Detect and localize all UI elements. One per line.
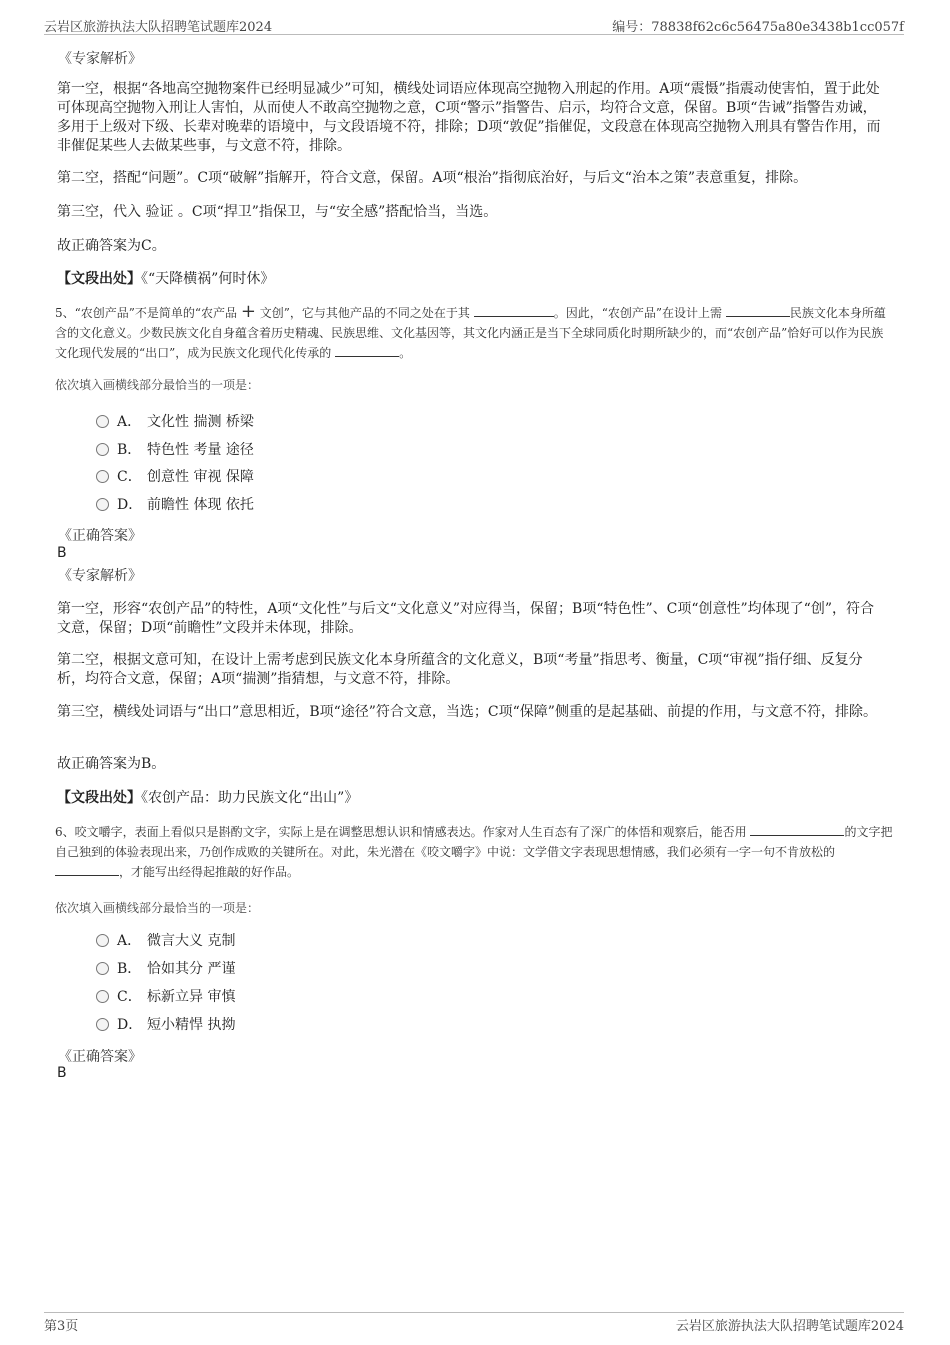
- q4-source-label: 【文段出处】: [57, 271, 141, 287]
- q4-analysis-label: 《专家解析》: [58, 51, 142, 67]
- radio-icon[interactable]: [96, 470, 109, 483]
- q5-source-label: 【文段出处】: [57, 790, 141, 806]
- radio-icon[interactable]: [96, 990, 109, 1003]
- q4-analysis-conclusion: 故正确答案为C。: [57, 238, 166, 254]
- q5-blank-1: [474, 304, 554, 317]
- q5-blank-3: [335, 344, 399, 357]
- header-title: 云岩区旅游执法大队招聘笔试题库2024: [44, 20, 273, 35]
- q4-analysis-p1: 第一空，根据“各地高空抛物案件已经明显减少”可知，横线处词语应体现高空抛物入刑起的作用。A项“震慑”指震动使害怕，置于此处可体现高空抛物入刑让人害怕，从而使人不敢高空抛物之意，C项“警示”指警告、启示，均符合文意，保留。B项“告诫”指警告劝诫，多用于上级对下级、长辈对晚辈的语境中，与文段语境不符，排除；D项“敦促”指催促，文段意在体现高空抛物入刑具有警告作用，而非催促某些人去做某些事，与文意不符，排除。: [57, 81, 881, 154]
- q5-answer-label: 《正确答案》: [58, 528, 142, 544]
- q5-blank-2: [726, 304, 790, 317]
- q6-prompt: 依次填入画横线部分最恰当的一项是：: [55, 901, 260, 915]
- q6-option-c[interactable]: C． 标新立异 审慎: [96, 986, 235, 1008]
- q5-analysis-conclusion: 故正确答案为B。: [57, 756, 166, 772]
- q6-blank-1: [750, 823, 844, 836]
- footer-page-number: 第3页: [44, 1319, 79, 1334]
- footer-title: 云岩区旅游执法大队招聘笔试题库2024: [675, 1319, 904, 1334]
- q5-source-title: 《农创产品：助力民族文化“出山”》: [141, 790, 359, 806]
- q5-option-a[interactable]: A． 文化性 揣测 桥梁: [96, 411, 254, 433]
- q6-option-b[interactable]: B． 恰如其分 严谨: [96, 958, 235, 980]
- question-5-stem: 5、“农创产品”不是简单的“农产品 + 文创”，它与其他产品的不同之处在于其 。因此，“农创产品”在设计上需 民族文化本身所蕴含的文化意义。少数民族文化自身蕴含着历史精魂、民族思维、文化基因等，其文化内涵正是当下全球同质化时期所缺少的，而“农创产品”恰好可以作为民族文化现代发展的“出口”，成为民族文化现代化传承的 。: [55, 301, 886, 360]
- radio-icon[interactable]: [96, 443, 109, 456]
- q5-option-b[interactable]: B． 特色性 考量 途径: [96, 439, 254, 461]
- q6-option-d[interactable]: D． 短小精悍 执拗: [96, 1014, 235, 1036]
- q5-number: 5、: [55, 306, 75, 320]
- q4-source: [57, 270, 887, 289]
- q5-analysis-p3: 第三空，横线处词语与“出口”意思相近，B项“途径”符合文意，当选；C项“保障”侧重的是起基础、前提的作用，与文意不符，排除。: [57, 704, 877, 720]
- q5-analysis-p2: 第二空，根据文意可知，在设计上需考虑到民族文化本身所蕴含的文化意义，B项“考量”指思考、衡量，C项“审视”指仔细、反复分析，均符合文意，保留；A项“揣测”指猜想，与文意不符，排除。: [57, 652, 863, 687]
- q6-answer-label: 《正确答案》: [58, 1049, 142, 1065]
- radio-icon[interactable]: [96, 498, 109, 511]
- page-footer: [44, 1312, 904, 1333]
- radio-icon[interactable]: [96, 1018, 109, 1031]
- q4-analysis-p2: 第二空，搭配“问题”。C项“破解”指解开，符合文意，保留。A项“根治”指彻底治好，与后文“治本之策”表意重复，排除。: [57, 170, 808, 186]
- plus-sign: +: [240, 301, 256, 322]
- radio-icon[interactable]: [96, 415, 109, 428]
- q5-source: [57, 789, 887, 808]
- header-doc-id: 编号：78838f62c6c56475a80e3438b1cc057f: [612, 20, 904, 35]
- q5-option-c[interactable]: C． 创意性 审视 保障: [96, 466, 254, 488]
- q5-analysis-p1: 第一空，形容“农创产品”的特性，A项“文化性”与后文“文化意义”对应得当，保留；B项“特色性”、C项“创意性”均体现了“创”，符合文意，保留；D项“前瞻性”文段并未体现，排除。: [57, 601, 874, 636]
- q5-answer: B: [57, 545, 67, 561]
- question-6-stem: 6、咬文嚼字，表面上看似只是斟酌文字，实际上是在调整思想认识和情感表达。作家对人生百态有了深广的体悟和观察后，能否用 的文字把自己独到的体验表现出来，乃创作成败的关键所在。对此，朱光潜在《咬文嚼字》中说：文学借文字表现思想情感，我们必须有一字一句不肯放松的 ，才能写出经得起推敲的好作品。: [55, 825, 893, 879]
- page-header: [44, 14, 904, 35]
- q6-answer: B: [57, 1065, 67, 1081]
- q6-number: 6、: [55, 825, 75, 839]
- q5-prompt: 依次填入画横线部分最恰当的一项是：: [55, 378, 260, 392]
- radio-icon[interactable]: [96, 934, 109, 947]
- q5-option-d[interactable]: D． 前瞻性 体现 依托: [96, 494, 254, 516]
- q4-analysis-p3: 第三空，代入 验证 。C项“捍卫”指保卫，与“安全感”搭配恰当，当选。: [57, 204, 498, 220]
- q4-source-title: 《“天降横祸”何时休》: [141, 271, 275, 287]
- radio-icon[interactable]: [96, 962, 109, 975]
- q6-option-a[interactable]: A． 微言大义 克制: [96, 930, 235, 952]
- q6-blank-2: [55, 863, 119, 876]
- q5-analysis-label: 《专家解析》: [58, 568, 142, 584]
